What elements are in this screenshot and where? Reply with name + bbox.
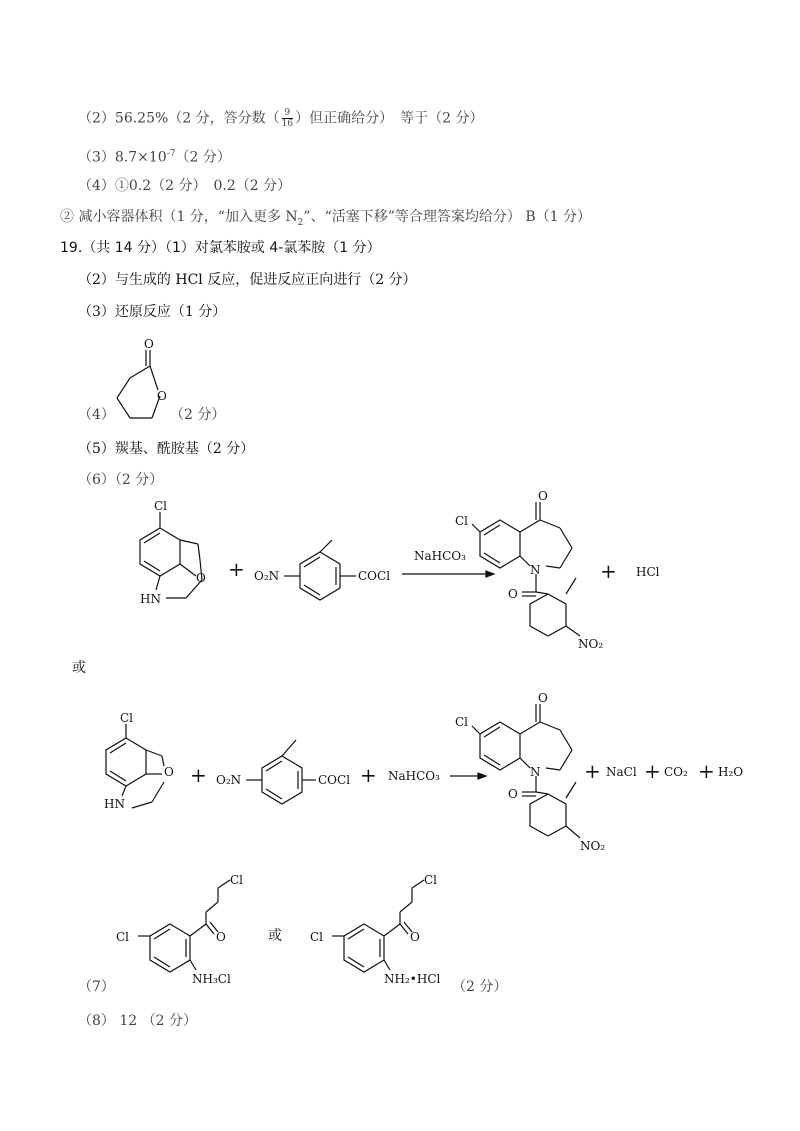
answer-4-part2-subscript: 2 [297,217,304,228]
answer-3-exponent: -7 [166,149,176,159]
answer-3-text-b: （2 分） [175,149,231,166]
cl-label: Cl [154,499,168,513]
benzazepinone-reactant-1 [140,499,206,606]
ammonium-chloride-structure [116,873,243,986]
answer-2 [78,108,483,129]
ketone-o-label: O [216,930,226,944]
nh3cl-label: NH₃Cl [192,972,231,986]
acyl-chloride-reactant-2 [216,740,350,804]
answer-4: （4）①0.2（2 分） 0.2（2 分） [78,178,292,194]
answer-19-7-score: （2 分） [452,979,508,995]
no2-label: NO₂ [578,637,604,651]
cl-label: Cl [310,930,324,944]
hn-label: HN [140,592,161,606]
ketone-o-label: O [538,489,548,503]
amide-o-label: O [508,787,518,801]
answer-19-3: （3）还原反应（1 分） [78,304,227,320]
fraction [282,108,293,129]
hcl-label: HCl [636,565,660,579]
answer-19-4-score: （2 分） [170,407,226,423]
cl-label: Cl [116,930,130,944]
product-1 [455,489,603,651]
answer-19-7-label: （7） [78,979,115,995]
cl-label: Cl [424,873,438,887]
hn-label: HN [104,797,125,811]
amide-o-label: O [508,587,518,601]
o2n-label: O₂N [254,569,280,583]
h2o-label: H₂O [718,765,744,779]
plus-sign: + [228,557,245,581]
ketone-o-label: O [410,930,420,944]
nacl-label: NaCl [606,765,637,779]
cl-label: Cl [230,873,244,887]
n-label: N [530,765,541,779]
fraction-denominator: 16 [281,119,294,129]
cl-label: Cl [455,514,469,528]
nh2hcl-label: NH₂•HCl [384,972,441,986]
product-2 [455,691,605,853]
answer-19-5: （5）羰基、酰胺基（2 分） [78,441,255,457]
benzazepinone-reactant-2 [104,711,174,811]
or-separator-1: 或 [72,660,86,676]
ring-o-label: O [157,389,167,403]
answer-19-4-label: （4） [78,407,115,423]
plus-sign: + [584,759,601,783]
plus-sign: + [600,559,617,583]
answer-4-part2-text-b: ”、“活塞下移”等合理答案均给分） B（1 分） [303,209,591,225]
co2-label: CO₂ [664,765,688,779]
o2n-label: O₂N [216,773,242,787]
ketone-o-label: O [538,691,548,705]
answer-4-part2 [60,207,591,233]
answer-2-text-b: ）但正确给分） 等于（2 分） [295,110,484,127]
plus-sign: + [190,763,207,787]
ketone-o-label: O [196,571,206,585]
answer-19-8: （8） 12 （2 分） [78,1013,197,1029]
reagent-label: NaHCO₃ [388,769,440,783]
cocl-label: COCl [318,773,351,787]
no2-label: NO₂ [580,839,606,853]
answer-19-6: （6）（2 分） [78,472,164,488]
cl-label: Cl [455,715,469,729]
amine-hydrochloride-structure [310,873,441,986]
plus-sign: + [644,759,661,783]
cocl-label: COCl [358,569,391,583]
answer-3 [78,144,231,168]
reagent-label: NaHCO₃ [414,549,466,563]
n-label: N [530,563,541,577]
answer-2-text-a: （2）56.25%（2 分，答分数（ [78,110,280,127]
plus-sign: + [698,759,715,783]
answer-3-text-a: （3）8.7×10 [78,149,167,166]
acyl-chloride-reactant-1 [254,540,390,600]
fraction-numerator: 9 [282,108,293,119]
answer-4-part2-text-a: ② 减小容器体积（1 分，“加入更多 N [60,209,298,225]
answer-19-2: （2）与生成的 HCl 反应，促进反应正向进行（2 分） [78,272,417,288]
plus-sign: + [360,763,377,787]
answer-19-7-or: 或 [268,928,282,944]
carbonyl-o-label: O [144,337,154,351]
cl-label: Cl [120,711,134,725]
ketone-o-label: O [164,765,174,779]
question-19-heading: 19.（共 14 分）（1）对氯苯胺或 4-氯苯胺（1 分） [60,240,381,256]
